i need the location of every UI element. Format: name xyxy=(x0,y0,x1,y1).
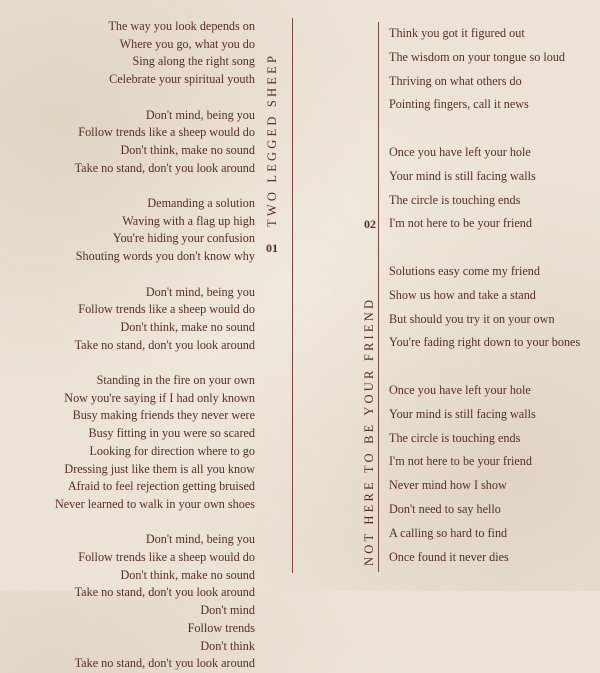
lyric-line: I'm not here to be your friend xyxy=(389,454,532,469)
lyric-line: The wisdom on your tongue so loud xyxy=(389,49,566,64)
lyric-line: Think you got it figured out xyxy=(389,26,525,40)
divider-rule-1 xyxy=(292,18,293,573)
lyric-line: You're fading right down to your bones xyxy=(389,335,581,350)
lyric-line: Now you're saying if I had only known xyxy=(64,390,255,405)
lyric-line: Once you have left your hole xyxy=(389,382,531,397)
stanza xyxy=(15,372,255,514)
lyric-line: Once you have left your hole xyxy=(389,144,531,159)
lyric-line: Take no stand, don't you look around xyxy=(74,585,255,600)
lyric-line: Where you go, what you do xyxy=(119,36,255,51)
lyric-line: Afraid to feel rejection getting bruised xyxy=(67,479,255,494)
lyric-line: Thriving on what others do xyxy=(389,73,522,88)
lyric-line: Don't think xyxy=(200,638,255,653)
stanza xyxy=(389,141,594,236)
stanza xyxy=(15,107,255,178)
lyric-line: Never mind how I show xyxy=(389,478,507,493)
stanza xyxy=(15,531,255,673)
lyric-line: Don't mind xyxy=(200,603,255,618)
lyric-line: Busy fitting in you were so scared xyxy=(88,426,255,441)
lyric-line: The way you look depends on xyxy=(108,19,255,33)
song1-track-number: 01 xyxy=(266,241,278,255)
stanza xyxy=(15,284,255,355)
lyric-line: Take no stand, don't you look around xyxy=(74,337,255,352)
song2-track-number: 02 xyxy=(364,217,376,231)
stanza xyxy=(15,195,255,266)
stanza xyxy=(15,18,255,89)
lyric-line: Shouting words you don't know why xyxy=(75,249,255,264)
lyric-line: Don't mind, being you xyxy=(145,107,255,122)
lyric-line: Solutions easy come my friend xyxy=(389,263,540,278)
stanza xyxy=(389,260,594,355)
lyric-line: Dressing just like them is all you know xyxy=(64,461,255,476)
divider-rule-2 xyxy=(378,22,379,572)
lyric-line: Don't mind, being you xyxy=(145,532,255,547)
lyric-line: Don't need to say hello xyxy=(389,501,501,516)
lyric-line: Never learned to walk in your own shoes xyxy=(54,496,255,511)
song2-lyrics xyxy=(389,22,594,569)
lyric-line: The circle is touching ends xyxy=(389,192,521,207)
stanza xyxy=(389,22,594,117)
lyric-line: But should you try it on your own xyxy=(389,311,555,326)
lyric-line: Sing along the right song xyxy=(132,54,255,69)
lyric-line: A calling so hard to find xyxy=(389,525,508,540)
lyric-line: Don't think, make no sound xyxy=(120,142,255,157)
lyric-line: Don't think, make no sound xyxy=(120,319,255,334)
stanza xyxy=(389,379,594,569)
lyric-line: Standing in the fire on your own xyxy=(96,373,255,387)
lyric-line: Follow trends xyxy=(187,620,255,635)
lyric-line: Show us how and take a stand xyxy=(389,287,536,302)
lyric-line: Demanding a solution xyxy=(147,196,255,210)
lyric-line: Once found it never dies xyxy=(389,549,509,564)
lyric-line: Your mind is still facing walls xyxy=(389,406,536,421)
lyric-line: Your mind is still facing walls xyxy=(389,168,536,183)
song1-lyrics xyxy=(15,18,255,673)
lyric-line: Pointing fingers, call it news xyxy=(389,97,529,112)
lyric-line: Busy making friends they never were xyxy=(72,408,255,423)
lyric-line: Take no stand, don't you look around xyxy=(74,160,255,175)
lyric-line: The circle is touching ends xyxy=(389,430,521,445)
lyric-line: Follow trends like a sheep would do xyxy=(78,125,255,140)
song2-title: NOT HERE TO BE YOUR FRIEND xyxy=(362,296,376,566)
lyric-line: Waving with a flag up high xyxy=(122,213,255,228)
lyric-line: Don't think, make no sound xyxy=(120,567,255,582)
lyric-line: Celebrate your spiritual youth xyxy=(109,72,255,87)
lyric-line: Take no stand, don't you look around xyxy=(74,656,255,671)
song1-title: TWO LEGGED SHEEP xyxy=(265,52,279,227)
lyric-line: You're hiding your confusion xyxy=(112,231,255,246)
lyric-line: Don't mind, being you xyxy=(145,284,255,299)
lyric-line: Follow trends like a sheep would do xyxy=(78,302,255,317)
lyric-line: Looking for direction where to go xyxy=(89,443,255,458)
lyric-line: Follow trends like a sheep would do xyxy=(78,550,255,565)
lyric-line: I'm not here to be your friend xyxy=(389,216,532,231)
